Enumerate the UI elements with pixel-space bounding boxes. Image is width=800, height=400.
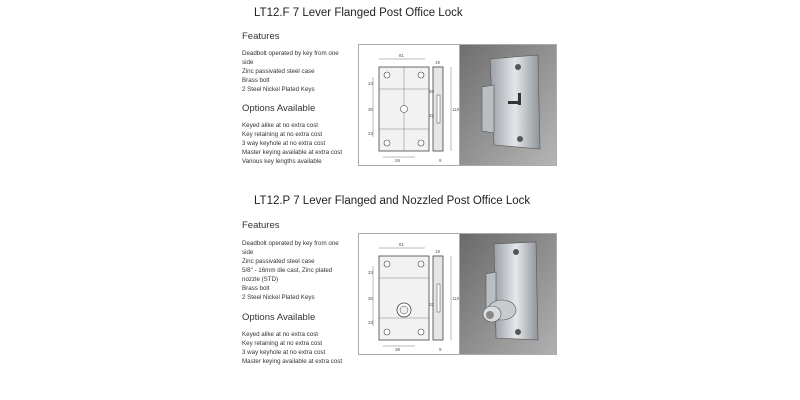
feature-item: side: [242, 249, 254, 256]
dimension-bolt-offset: 30: [429, 89, 435, 94]
feature-item: Brass bolt: [242, 285, 270, 292]
features-list: [242, 49, 339, 94]
option-item: Key retaining at no extra cost: [242, 131, 323, 138]
technical-drawing: [358, 44, 460, 166]
feature-item: Deadbolt operated by key from one: [242, 50, 339, 57]
product-photo: [459, 233, 557, 355]
option-item: Various key lengths available: [242, 158, 322, 165]
option-item: 3 way keyhole at no extra cost: [242, 140, 326, 147]
features-heading: Features: [242, 220, 280, 231]
feature-item: 2 Steel Nickel Plated Keys: [242, 86, 315, 93]
dimension-width: 81: [399, 53, 405, 58]
dimension-height: 110: [452, 296, 459, 301]
feature-item: side: [242, 59, 254, 66]
dimension-mid: 30: [368, 296, 374, 301]
dimension-bottom: 38: [395, 347, 401, 352]
dimension-bolt: 32: [429, 113, 435, 118]
feature-item: 2 Steel Nickel Plated Keys: [242, 294, 315, 301]
options-list: [242, 330, 342, 366]
features-heading: Features: [242, 31, 280, 42]
technical-drawing: [358, 233, 460, 355]
option-item: 3 way keyhole at no extra cost: [242, 349, 326, 356]
feature-item: Brass bolt: [242, 77, 270, 84]
options-heading: Options Available: [242, 103, 316, 114]
product-photo: [459, 44, 557, 166]
product-section-lt12p: [0, 186, 800, 400]
dimension-flange: 19: [435, 249, 441, 254]
option-item: Master keying available at extra cost: [242, 358, 343, 365]
feature-item: Zinc passivated steel case: [242, 68, 315, 75]
dimension-upper: 33: [368, 81, 374, 86]
features-list: [242, 239, 339, 302]
dimension-bottom-right: 9: [439, 158, 442, 163]
option-item: Keyed alike at no extra cost: [242, 122, 319, 129]
dimension-bottom-right: 9: [439, 347, 442, 352]
dimension-flange: 19: [435, 60, 441, 65]
feature-item: 5/8" - 16mm die cast, Zinc plated: [242, 267, 333, 274]
dimension-bottom: 26: [395, 158, 401, 163]
dimension-height: 110: [452, 107, 459, 112]
dimension-width: 81: [399, 242, 405, 247]
product-title: LT12.F 7 Lever Flanged Post Office Lock: [254, 7, 463, 19]
dimension-bolt: 32: [429, 302, 435, 307]
dimension-lower: 33: [368, 320, 374, 325]
dimension-lower: 33: [368, 131, 374, 136]
option-item: Key retaining at no extra cost: [242, 340, 323, 347]
dimension-upper: 33: [368, 270, 374, 275]
feature-item: nozzle (STD): [242, 276, 279, 283]
options-heading: Options Available: [242, 312, 316, 323]
feature-item: Deadbolt operated by key from one: [242, 240, 339, 247]
option-item: Master keying available at extra cost: [242, 149, 343, 156]
feature-item: Zinc passivated steel case: [242, 258, 315, 265]
option-item: Keyed alike at no extra cost: [242, 331, 319, 338]
dimension-mid: 30: [368, 107, 374, 112]
product-title: LT12.P 7 Lever Flanged and Nozzled Post Office Lock: [254, 195, 531, 207]
options-list: [242, 121, 342, 166]
